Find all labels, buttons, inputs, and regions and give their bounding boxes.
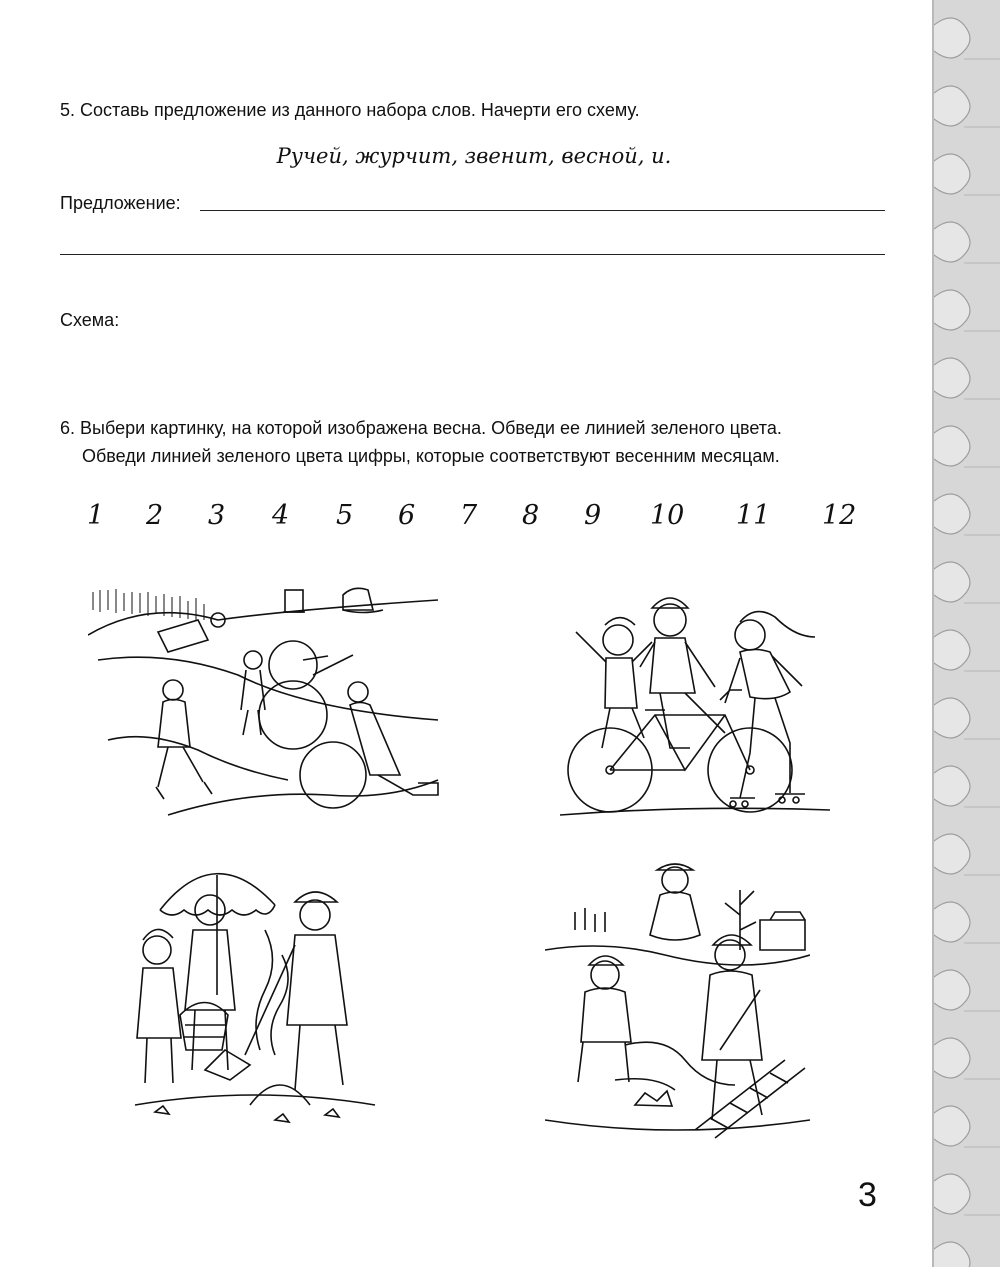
sentence-label: Предложение: [60, 193, 181, 213]
winter-snowman-illustration[interactable] [88, 580, 453, 825]
puzzle-border-decoration [932, 0, 1000, 1267]
month-number-11[interactable]: 11 [736, 500, 771, 531]
sentence-answer-line-2[interactable] [60, 254, 885, 255]
month-number-6[interactable]: 6 [398, 500, 416, 531]
task-6-line-1: 6. Выбери картинку, на которой изображена весна. Обведи ее линией зеленого цвета. [60, 418, 782, 438]
spring-stream-illustration[interactable] [545, 860, 810, 1145]
month-number-9[interactable]: 9 [584, 500, 602, 531]
autumn-leaves-illustration[interactable] [125, 850, 380, 1130]
month-number-2[interactable]: 2 [146, 500, 164, 531]
task-6-line-2: Обведи линией зеленого цвета цифры, которые соответствуют весенним месяцам. [82, 446, 780, 466]
month-number-1[interactable]: 1 [87, 500, 105, 531]
month-number-5[interactable]: 5 [336, 500, 354, 531]
scheme-label: Схема: [60, 310, 120, 330]
bicycle-rollerblade-illustration[interactable] [560, 580, 835, 830]
month-number-4[interactable]: 4 [272, 500, 290, 531]
sentence-answer-line-1[interactable] [200, 210, 885, 211]
month-number-10[interactable]: 10 [650, 500, 685, 531]
month-numbers-row [80, 500, 880, 536]
month-number-12[interactable]: 12 [822, 500, 857, 531]
page-number: 3 [858, 1176, 877, 1214]
word-set: Ручей, журчит, звенит, весной, и. [276, 144, 672, 168]
month-number-3[interactable]: 3 [208, 500, 226, 531]
task-5-instruction: 5. Составь предложение из данного набора слов. Начерти его схему. [60, 100, 640, 120]
month-number-8[interactable]: 8 [522, 500, 540, 531]
month-number-7[interactable]: 7 [460, 500, 478, 531]
task-6-instruction [60, 414, 890, 470]
